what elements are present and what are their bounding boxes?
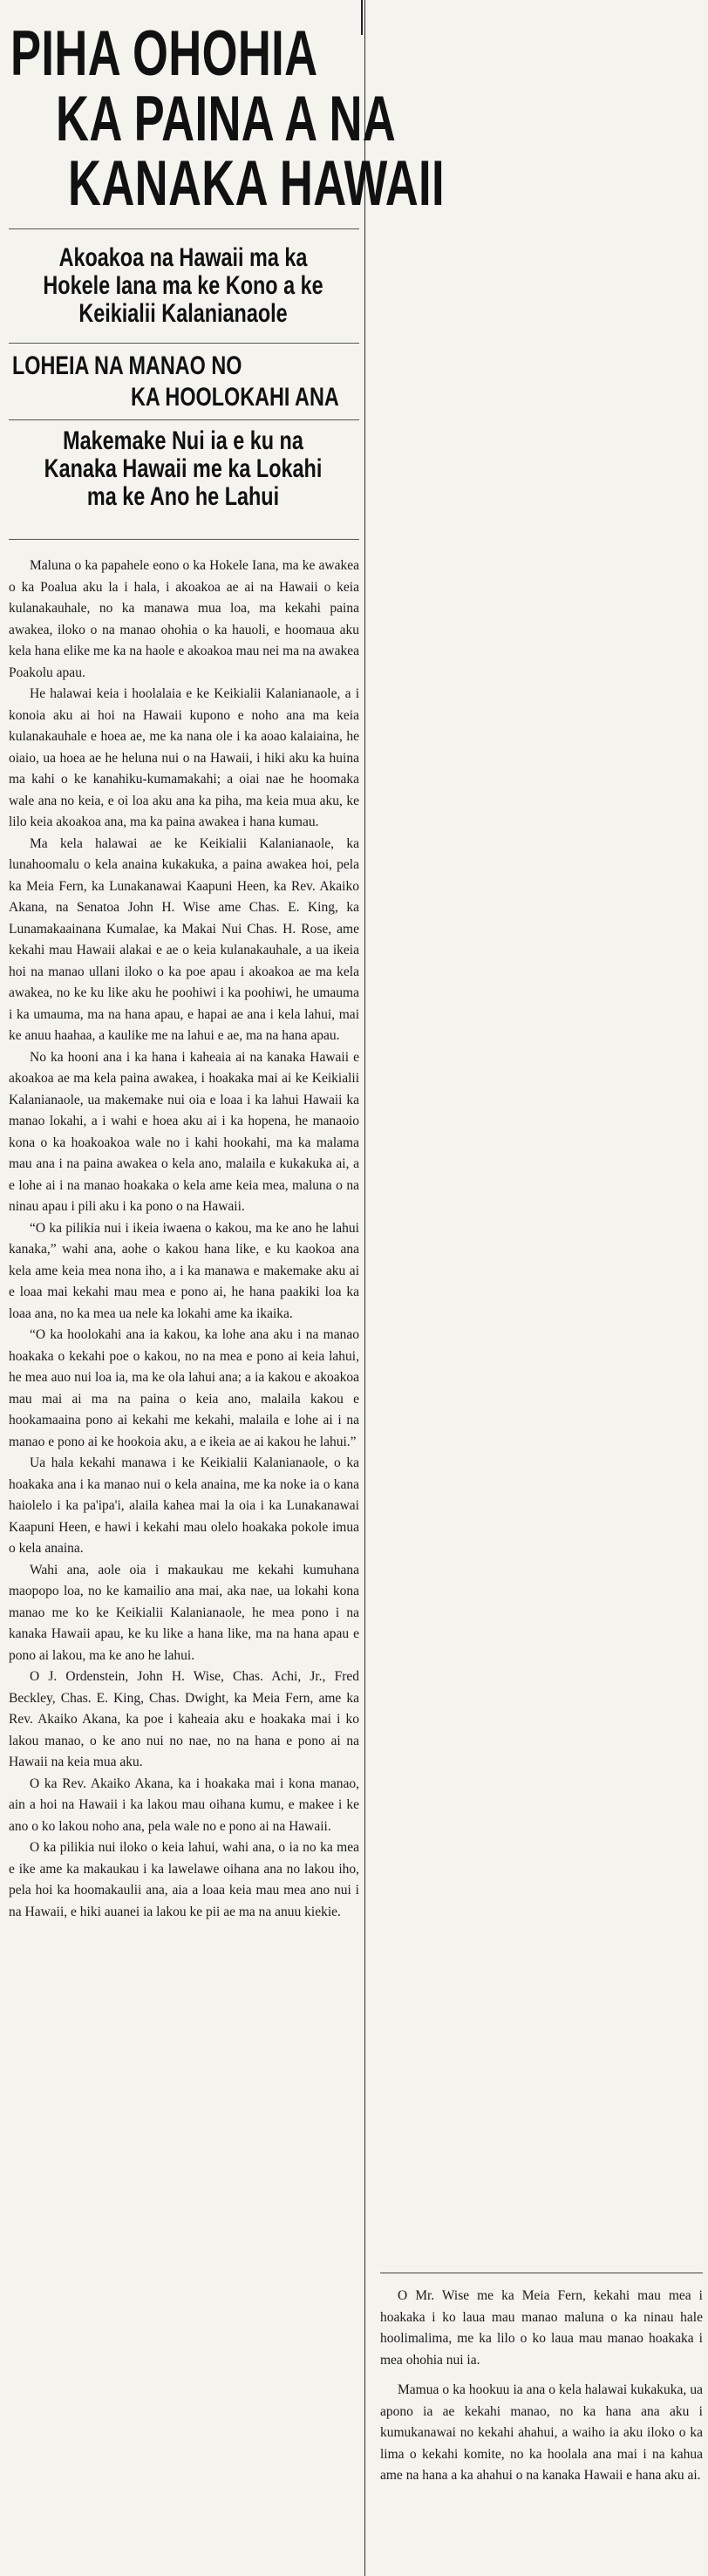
paragraph: Wahi ana, aole oia i makaukau me kekahi kumuhana maopopo loa, no ke kamailio ana mai, aka nae, ua lokahi kona manao me ko ke Keikialii Kalanianaole, he mea pono i na kanaka Hawaii apau, ke ku like a hana like, ma na hana apau e pono ai lakou, ma ke ano he lahui. [9,1562,359,1663]
headline-line-1: PIHA OHOHIA [10,18,318,89]
divider [9,343,359,344]
headline-line-2: KA PAINA A NA [56,84,397,154]
paragraph: Ua hala kekahi manawa i ke Keikialii Kalanianaole, o ka hoakaka ana i ka manao nui o kela anaina, me ka noke ia o kana haiolelo i ka pa'ipa'i, alaila kahea mai la oia i ka Lunakanawai Kaapuni Heen, e hawi i kekahi mau olelo hoakaka pokole imua o kela anaina. [9,1455,359,1556]
paragraph: He halawai keia i hoolalaia e ke Keikialii Kalanianaole, a i konoia aku ai hoi na Hawaii kupono e noho ana ma keia kulanakauhale e hoea ae, me ka nana ole i ka aoao kalaiaina, he oiaio, ua hoea ae he heluna nui o na Hawaii, i hiki aku ka huina ma kahi o ke kanahiku-kumamakahi; a oiai nae he hoomaka wale ana no keia, e oi loa aku ana ka piha, ma keia mua aku, ke lilo keia akoakoa ana, ma ka paina awakea i hana kumau. [9,686,359,829]
subhead-2b: KA HOOLOKAHI ANA [131,383,339,412]
paragraph: Ma kela halawai ae ke Keikialii Kalanianaole, ka lunahoomalu o kela anaina kukakuka, a paina awakea hoi, pela ka Meia Fern, ka Lunakanawai Kaapuni Heen, ka Rev. Akaiko Akana, na Senatoa John H. Wise ame Chas. E. King, ka Lunamakaainana Kumalae, ka Makai Nui Chas. H. Rose, ame kekahi mau Hawaii alakai e ae o keia kulanakauhale, a ua ikeia hoi na manao ullani iloko o ka poe apau i akoakoa ae ma kela awakea, no ke ku like aku he poohiwi i ka poohiwi, he umauma i ka umauma, ma na hana apau, e hapai ae ana i kela lahui, mai ke anuu haahaa, a kaulike me na lahui e ae, ma na hana apau. [9,835,359,1043]
subhead-1: Akoakoa na Hawaii ma ka Hokele Iana ma ke Kono a ke Keikialii Kalanianaole [43,243,323,328]
paragraph: O ka Rev. Akaiko Akana, ka i hoakaka mai i kona manao, ain a hoi na Hawaii i ka lakou mau oihana kumu, e makee i ke ano o ko lakou noho ana, pela wale no e pono ai na Hawaii. [9,1775,359,1834]
paragraph: Mamua o ka hookuu ia ana o kela halawai kukakuka, ua apono ia ae kekahi manao, no ka hana ana aku i kumukanawai no kekahi ahahui, a waiho ia aku iloko o ka lima o kekahi komite, no ka hoolala ana mai i na kahua ame na hana a ka ahahui o na kanaka Hawaii e hana aku ai. [380,2382,703,2483]
paragraph: O ka pilikia nui iloko o keia lahui, wahi ana, o ia no ka mea e ike ame ka makaukau i ka lawelawe oihana ana no lakou iho, pela hoi ka hoomakaulii ana, aia a loaa keia mau mea ano nui i na Hawaii, e hiki auanei ia lakou ke pii ae ma na anuu kiekie. [9,1840,359,1919]
article-body [9,555,359,1923]
divider [9,539,359,540]
paragraph: “O ka hoolokahi ana ia kakou, ka lohe ana aku i na manao hoakaka o kekahi poe o kakou, no na mea e pono ai keia lahui, he mea auo nui loa ia, ma ke ola lahui ana; a ia kakou e akoakoa mau mai ai ma na paina o keia ano, malaila kakou e hookamaaina pono ai kekahi me kekahi, malaila e lohe ai i na manao e pono ai ke hookoia aku, a e ikeia ae ai kakou he lahui.” [9,1327,359,1449]
column-rule-top [361,0,363,35]
paragraph: O J. Ordenstein, John H. Wise, Chas. Achi, Jr., Fred Beckley, Chas. E. King, Chas. Dwight, ka Meia Fern, ame ka Rev. Akaiko Akana, ka poe i kaheaia aku e hoakaka mai i ko lakou manao, o ke ano nui no nae, no na hana e pono ai na Hawaii na keia mua aku. [9,1669,359,1769]
paragraph: No ka hooni ana i ka hana i kaheaia ai na kanaka Hawaii e akoakoa ae ma kela paina awakea, i hoakaka mai ai ke Keikialii Kalanianaole, ua makemake nui oia e loaa i ka lahui Hawaii ka manao lokahi, a i wahi e hoea aku ai i ka hopena, he manaoio kona o ka hoakoakoa wale no i kahi hookahi, ma ka malama mau ana i na paina awakea o kela ano, malaila e kukakuka ai, a e lohe ai i na manao hoakaka o kela ame keia mea, maluna o na ninau apau i pili aku i ka pono o na Hawaii. [9,1049,359,1214]
headline-line-3: KANAKA HAWAII [68,148,445,219]
paragraph: Maluna o ka papahele eono o ka Hokele Iana, ma ke awakea o ka Poalua aku la i hala, i akoakoa ae ai na Hawaii o keia kulanakauhale, no ka manawa mua loa, ma kekahi paina awakea, iloko o na manao ohohia o ka hauoli, e hoomaua aku kela hana elike me ka na haole e akoakoa mau nei ma na awakea Poakolu apau. [9,558,359,680]
paragraph: O Mr. Wise me ka Meia Fern, kekahi mau mea i hoakaka i ko laua mau manao maluna o ka ninau hale hoolimalima, me ka lilo o ko laua mau manao hoakaka i mea ohohia nui ia. [380,2288,703,2368]
subhead-3: Makemake Nui ia e ku na Kanaka Hawaii me ka Lokahi ma ke Ano he Lahui [44,426,323,511]
divider [9,419,359,420]
subhead-2a: LOHEIA NA MANAO NO [12,351,242,380]
paragraph: “O ka pilikia nui i ikeia iwaena o kakou, ma ke ano he lahui kanaka,” wahi ana, aohe o kakou hana like, e ku kaokoa ana kela ame keia mea nona iho, a i ka manawa e makemake aku ai e loaa mai kekahi mau mea e pono ai, he hana paakiki loa ka loaa ana, no ka mea ua nele ka lokahi ame ka ikaika. [9,1220,359,1321]
continued-column [380,2273,703,2496]
divider [9,228,359,229]
